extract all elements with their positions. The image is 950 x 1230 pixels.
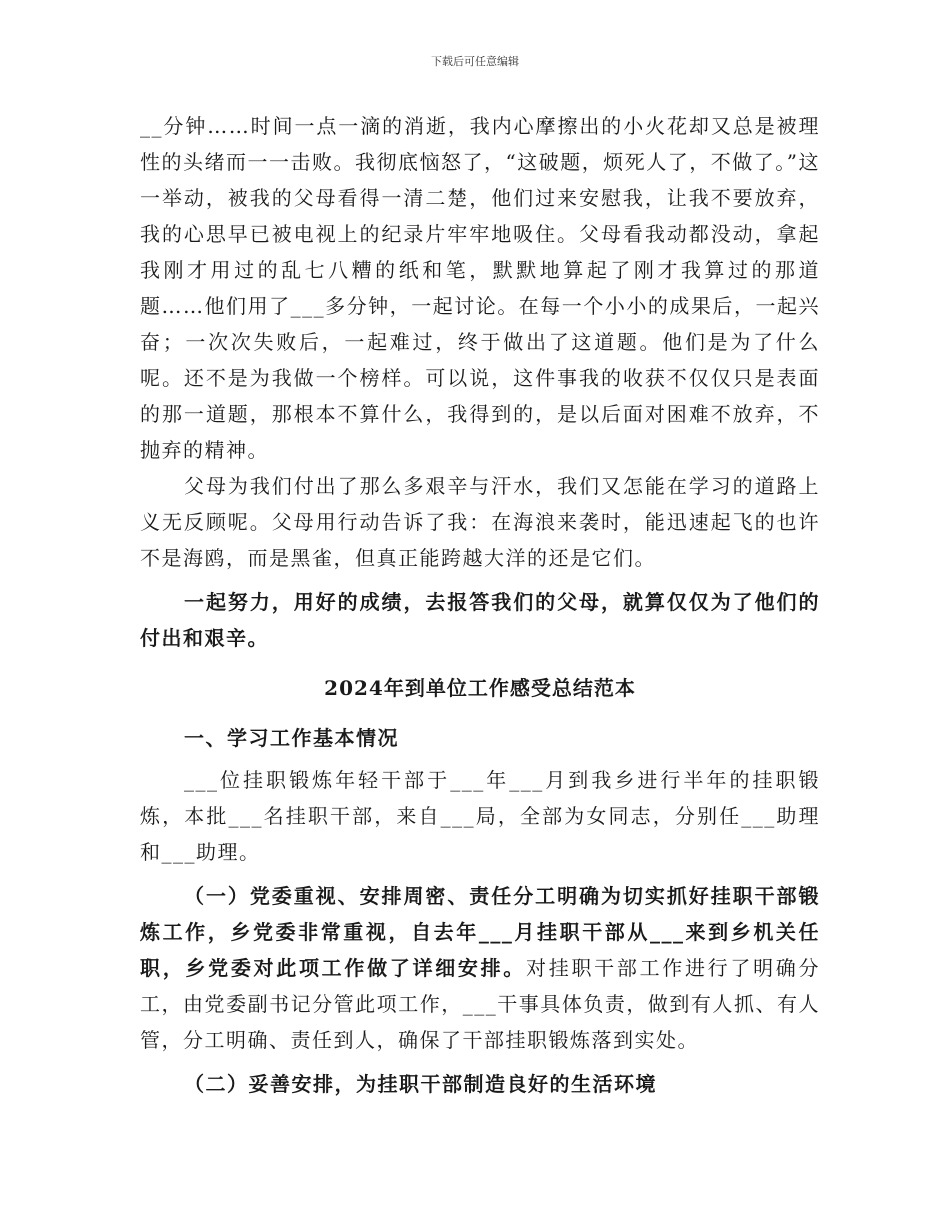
paragraph-5-rest: 对挂职干部工作进行了明确分工，由党委副书记分管此项工作，___干事具体负责，做到有人抓、有人管，分工明确、责任到人，确保了干部挂职锻炼落到实处。 bbox=[140, 956, 821, 1052]
document-body bbox=[140, 108, 820, 1102]
paragraph-1: __分钟……时间一点一滴的消逝，我内心摩擦出的小火花却又总是被理性的头绪而一一击败。我彻底恼怒了，“这破题，烦死人了，不做了。”这一举动，被我的父母看得一清二楚，他们过来安慰我，让我不要放弃，我的心思早已被电视上的纪录片牢牢地吸住。父母看我动都没动，拿起我刚才用过的乱七八糟的纸和笔，默默地算起了刚才我算过的那道题……他们用了___多分钟，一起讨论。在每一个小小的成果后，一起兴奋；一次次失败后，一起难过，终于做出了这道题。他们是为了什么呢。还不是为我做一个榜样。可以说，这件事我的收获不仅仅只是表面的那一道题，那根本不算什么，我得到的，是以后面对困难不放弃，不抛弃的精神。 bbox=[140, 114, 820, 462]
page-header: 下载后可任意编辑 bbox=[431, 55, 519, 68]
paragraph-2: 父母为我们付出了那么多艰辛与汗水，我们又怎能在学习的道路上义无反顾呢。父母用行动告诉了我：在海浪来袭时，能迅速起飞的也许不是海鸥，而是黑雀，但真正能跨越大洋的还是它们。 bbox=[140, 474, 820, 570]
subsection-heading-2: （二）妥善安排，为挂职干部制造良好的生活环境 bbox=[184, 1072, 657, 1096]
paragraph-3: 一起努力，用好的成绩，去报答我们的父母，就算仅仅为了他们的付出和艰辛。 bbox=[140, 590, 820, 650]
paragraph-4: ___位挂职锻炼年轻干部于___年___月到我乡进行半年的挂职锻炼，本批___名挂职干部，来自___局，全部为女同志，分别任___助理和___助理。 bbox=[140, 768, 820, 864]
paragraph-5-bold: （一）党委重视、安排周密、责任分工明确为切实抓好挂职干部锻炼工作，乡党委非常重视，自去年___月挂职干部从___来到乡机关任职，乡党委对此项工作做了详细安排。 bbox=[140, 884, 820, 980]
document-title: 2024年到单位工作感受总结范本 bbox=[324, 676, 636, 700]
section-heading-1: 一、学习工作基本情况 bbox=[184, 726, 399, 750]
paragraph-5 bbox=[140, 878, 820, 1058]
